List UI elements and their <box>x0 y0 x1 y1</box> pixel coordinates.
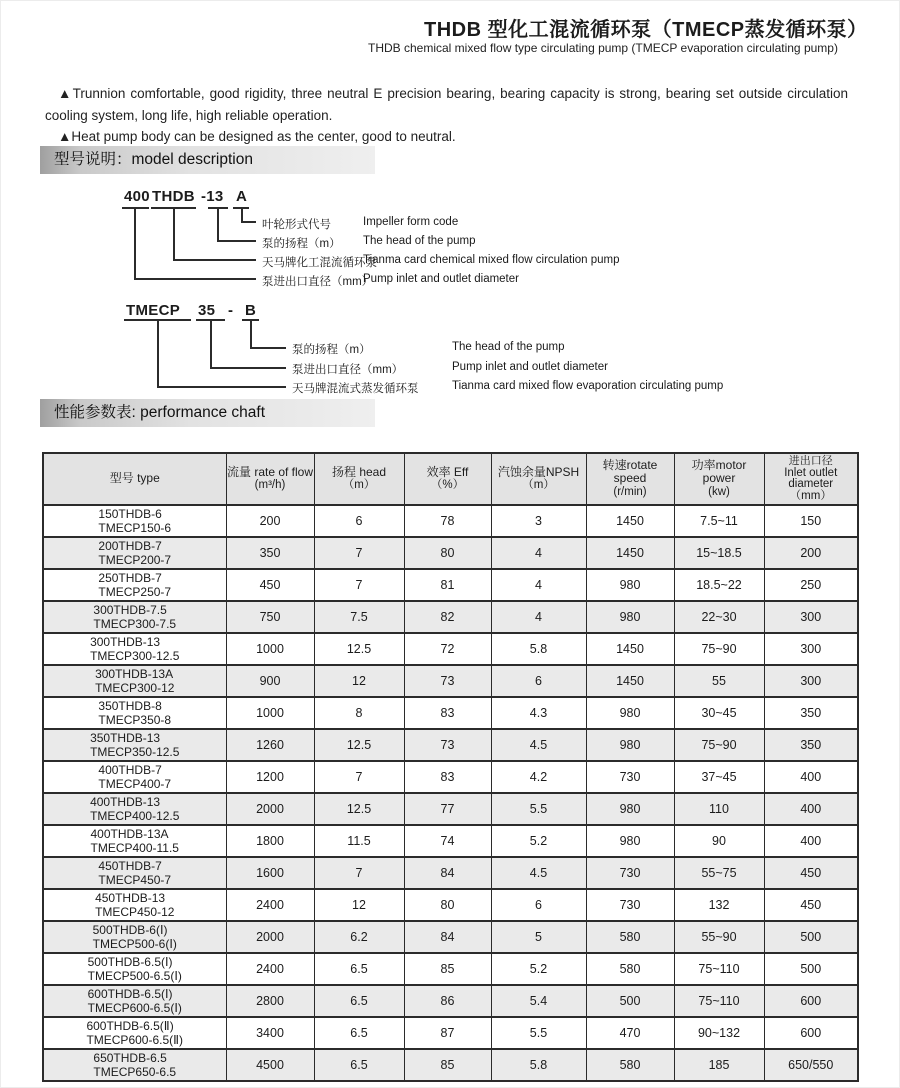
code-part: A <box>236 188 248 205</box>
performance-table <box>42 452 859 1082</box>
page-title: THDB 型化工混流循环泵（TMECP蒸发循环泵） <box>424 19 868 41</box>
cell-value: 75~90 <box>674 729 764 761</box>
column-header: 转速rotate speed (r/min) <box>586 453 674 505</box>
cell-value: 2400 <box>226 953 314 985</box>
cell-value: 4.5 <box>491 729 586 761</box>
code-label-cn: 叶轮形式代号 <box>262 219 331 231</box>
cell-value: 6.5 <box>314 1049 404 1081</box>
column-header: 汽蚀余量NPSH （m） <box>491 453 586 505</box>
code-label-cn: 天马牌化工混流循环泵 <box>262 257 377 269</box>
table-header-row <box>43 453 858 505</box>
cell-value: 400 <box>764 825 858 857</box>
cell-value: 11.5 <box>314 825 404 857</box>
cell-model-type: 600THDB-6.5(Ⅱ) TMECP600-6.5(Ⅱ) <box>43 1017 226 1049</box>
code-part: 35 <box>198 302 216 319</box>
code-part: TMECP <box>126 302 180 319</box>
cell-value: 15~18.5 <box>674 537 764 569</box>
cell-value: 1600 <box>226 857 314 889</box>
connector-line <box>134 207 136 280</box>
cell-value: 5.5 <box>491 1017 586 1049</box>
cell-value: 7 <box>314 857 404 889</box>
cell-value: 350 <box>226 537 314 569</box>
cell-value: 2800 <box>226 985 314 1017</box>
cell-value: 5.2 <box>491 953 586 985</box>
cell-value: 7 <box>314 761 404 793</box>
cell-value: 1000 <box>226 633 314 665</box>
cell-value: 1260 <box>226 729 314 761</box>
feature-bullets <box>45 83 848 148</box>
cell-value: 3400 <box>226 1017 314 1049</box>
cell-value: 6.5 <box>314 985 404 1017</box>
cell-value: 4.5 <box>491 857 586 889</box>
table-row <box>43 569 858 601</box>
cell-value: 470 <box>586 1017 674 1049</box>
cell-value: 580 <box>586 921 674 953</box>
code-label-cn: 泵的扬程（m） <box>262 238 341 250</box>
cell-value: 200 <box>764 537 858 569</box>
code-part: - <box>228 302 234 319</box>
connector-line <box>210 319 212 369</box>
table-row <box>43 921 858 953</box>
cell-value: 12.5 <box>314 633 404 665</box>
cell-value: 4 <box>491 537 586 569</box>
cell-value: 82 <box>404 601 491 633</box>
connector-line <box>173 207 175 261</box>
cell-value: 730 <box>586 857 674 889</box>
cell-value: 980 <box>586 793 674 825</box>
table-row <box>43 1017 858 1049</box>
cell-value: 110 <box>674 793 764 825</box>
cell-value: 500 <box>764 921 858 953</box>
connector-line <box>134 278 256 280</box>
connector-line <box>241 221 256 223</box>
code-part: B <box>245 302 257 319</box>
cell-value: 6.2 <box>314 921 404 953</box>
column-header: 型号 type <box>43 453 226 505</box>
table-row <box>43 793 858 825</box>
cell-value: 73 <box>404 729 491 761</box>
cell-value: 85 <box>404 1049 491 1081</box>
table-row <box>43 601 858 633</box>
code-label-cn: 泵进出口直径（mm） <box>292 364 404 376</box>
cell-value: 2400 <box>226 889 314 921</box>
connector-line <box>217 207 219 242</box>
table-row <box>43 985 858 1017</box>
table-row <box>43 729 858 761</box>
cell-value: 73 <box>404 665 491 697</box>
connector-line <box>210 367 286 369</box>
cell-value: 4.2 <box>491 761 586 793</box>
cell-value: 7.5 <box>314 601 404 633</box>
cell-value: 8 <box>314 697 404 729</box>
cell-value: 55~75 <box>674 857 764 889</box>
cell-value: 200 <box>226 505 314 537</box>
cell-value: 6.5 <box>314 953 404 985</box>
cell-value: 450 <box>764 889 858 921</box>
feature-bullet <box>45 83 848 126</box>
table-row <box>43 825 858 857</box>
code-label-en: The head of the pump <box>363 235 476 247</box>
column-header: 功率motor power (kw) <box>674 453 764 505</box>
cell-value: 7 <box>314 537 404 569</box>
cell-model-type: 150THDB-6 TMECP150-6 <box>43 505 226 537</box>
cell-value: 980 <box>586 601 674 633</box>
code-label-cn: 泵进出口直径（mm） <box>262 276 374 288</box>
cell-value: 980 <box>586 697 674 729</box>
cell-value: 12 <box>314 665 404 697</box>
cell-value: 3 <box>491 505 586 537</box>
table-row <box>43 697 858 729</box>
cell-value: 22~30 <box>674 601 764 633</box>
cell-value: 730 <box>586 761 674 793</box>
cell-value: 77 <box>404 793 491 825</box>
table-row <box>43 1049 858 1081</box>
cell-value: 1450 <box>586 633 674 665</box>
cell-model-type: 200THDB-7 TMECP200-7 <box>43 537 226 569</box>
cell-value: 300 <box>764 633 858 665</box>
code-label-en: The head of the pump <box>452 341 565 353</box>
cell-value: 650/550 <box>764 1049 858 1081</box>
column-header: 效率 Eff （%） <box>404 453 491 505</box>
column-header: 流量 rate of flow (m³/h) <box>226 453 314 505</box>
cell-value: 30~45 <box>674 697 764 729</box>
connector-line <box>173 259 256 261</box>
table-row <box>43 633 858 665</box>
feature-bullet-text: Trunnion comfortable, good rigidity, three neutral E precision bearing, bearing capacity is strong, bearing set outside circulation cooling system, long life, high reliable operation. <box>45 86 848 123</box>
feature-bullet-text: Heat pump body can be designed as the center, good to neutral. <box>71 129 456 144</box>
cell-value: 74 <box>404 825 491 857</box>
code-label-en: Impeller form code <box>363 216 459 228</box>
cell-value: 2000 <box>226 793 314 825</box>
cell-value: 81 <box>404 569 491 601</box>
cell-value: 75~90 <box>674 633 764 665</box>
cell-value: 1000 <box>226 697 314 729</box>
table-row <box>43 665 858 697</box>
section-header-performance <box>40 399 375 427</box>
cell-value: 75~110 <box>674 985 764 1017</box>
column-header: 进出口径 Inlet outlet diameter （mm） <box>764 453 858 505</box>
cell-model-type: 400THDB-7 TMECP400-7 <box>43 761 226 793</box>
cell-value: 18.5~22 <box>674 569 764 601</box>
cell-model-type: 600THDB-6.5(Ⅰ) TMECP600-6.5(Ⅰ) <box>43 985 226 1017</box>
cell-value: 1200 <box>226 761 314 793</box>
cell-value: 132 <box>674 889 764 921</box>
table-row <box>43 889 858 921</box>
cell-value: 85 <box>404 953 491 985</box>
connector-line <box>250 347 286 349</box>
cell-value: 7.5~11 <box>674 505 764 537</box>
cell-value: 980 <box>586 569 674 601</box>
cell-value: 350 <box>764 697 858 729</box>
cell-value: 55 <box>674 665 764 697</box>
cell-value: 5.8 <box>491 633 586 665</box>
cell-value: 150 <box>764 505 858 537</box>
cell-value: 84 <box>404 921 491 953</box>
cell-model-type: 650THDB-6.5 TMECP650-6.5 <box>43 1049 226 1081</box>
code-label-en: Tianma card mixed flow evaporation circulating pump <box>452 380 724 392</box>
cell-value: 83 <box>404 697 491 729</box>
cell-value: 730 <box>586 889 674 921</box>
cell-model-type: 300THDB-13 TMECP300-12.5 <box>43 633 226 665</box>
cell-value: 450 <box>764 857 858 889</box>
column-header: 扬程 head （m） <box>314 453 404 505</box>
cell-value: 75~110 <box>674 953 764 985</box>
table-row <box>43 537 858 569</box>
cell-value: 84 <box>404 857 491 889</box>
cell-value: 4 <box>491 569 586 601</box>
cell-value: 500 <box>586 985 674 1017</box>
connector-line <box>250 319 252 349</box>
cell-model-type: 450THDB-7 TMECP450-7 <box>43 857 226 889</box>
cell-value: 250 <box>764 569 858 601</box>
cell-value: 5.4 <box>491 985 586 1017</box>
cell-value: 600 <box>764 1017 858 1049</box>
cell-value: 6 <box>491 665 586 697</box>
code-part: THDB <box>152 188 195 205</box>
cell-value: 72 <box>404 633 491 665</box>
triangle-bullet-icon: ▲ <box>58 86 73 101</box>
cell-model-type: 350THDB-13 TMECP350-12.5 <box>43 729 226 761</box>
cell-value: 5 <box>491 921 586 953</box>
cell-value: 5.5 <box>491 793 586 825</box>
cell-value: 5.2 <box>491 825 586 857</box>
cell-value: 185 <box>674 1049 764 1081</box>
code-label-en: Pump inlet and outlet diameter <box>452 361 608 373</box>
section-header-label: 型号说明：model description <box>54 151 253 168</box>
cell-model-type: 400THDB-13 TMECP400-12.5 <box>43 793 226 825</box>
cell-value: 900 <box>226 665 314 697</box>
cell-model-type: 500THDB-6(Ⅰ) TMECP500-6(Ⅰ) <box>43 921 226 953</box>
connector-line <box>217 240 256 242</box>
cell-value: 580 <box>586 953 674 985</box>
cell-value: 12.5 <box>314 729 404 761</box>
code-part: 400 <box>124 188 150 205</box>
cell-value: 7 <box>314 569 404 601</box>
cell-value: 6 <box>314 505 404 537</box>
cell-value: 500 <box>764 953 858 985</box>
cell-value: 80 <box>404 889 491 921</box>
cell-value: 78 <box>404 505 491 537</box>
feature-bullet <box>45 126 848 148</box>
cell-value: 90 <box>674 825 764 857</box>
cell-value: 980 <box>586 729 674 761</box>
code-label-cn: 天马牌混流式蒸发循环泵 <box>292 383 419 395</box>
table-row <box>43 953 858 985</box>
cell-value: 12.5 <box>314 793 404 825</box>
cell-model-type: 300THDB-13A TMECP300-12 <box>43 665 226 697</box>
code-part: -13 <box>201 188 224 205</box>
cell-value: 450 <box>226 569 314 601</box>
code-label-en: Tianma card chemical mixed flow circulation pump <box>363 254 620 266</box>
cell-model-type: 500THDB-6.5(Ⅰ) TMECP500-6.5(Ⅰ) <box>43 953 226 985</box>
cell-value: 87 <box>404 1017 491 1049</box>
cell-value: 400 <box>764 793 858 825</box>
cell-value: 1450 <box>586 665 674 697</box>
cell-value: 1450 <box>586 505 674 537</box>
cell-model-type: 350THDB-8 TMECP350-8 <box>43 697 226 729</box>
page-subtitle: THDB chemical mixed flow type circulating pump (TMECP evaporation circulating pump) <box>368 41 838 55</box>
cell-value: 400 <box>764 761 858 793</box>
cell-value: 6 <box>491 889 586 921</box>
cell-value: 4.3 <box>491 697 586 729</box>
cell-value: 37~45 <box>674 761 764 793</box>
cell-value: 80 <box>404 537 491 569</box>
cell-value: 83 <box>404 761 491 793</box>
table-row <box>43 505 858 537</box>
code-label-en: Pump inlet and outlet diameter <box>363 273 519 285</box>
cell-value: 12 <box>314 889 404 921</box>
cell-value: 300 <box>764 601 858 633</box>
cell-model-type: 450THDB-13 TMECP450-12 <box>43 889 226 921</box>
cell-value: 2000 <box>226 921 314 953</box>
cell-value: 980 <box>586 825 674 857</box>
cell-value: 6.5 <box>314 1017 404 1049</box>
cell-value: 4500 <box>226 1049 314 1081</box>
connector-line <box>157 386 286 388</box>
cell-value: 5.8 <box>491 1049 586 1081</box>
cell-value: 55~90 <box>674 921 764 953</box>
cell-value: 86 <box>404 985 491 1017</box>
triangle-bullet-icon: ▲ <box>58 129 72 144</box>
connector-line <box>157 319 159 388</box>
cell-value: 580 <box>586 1049 674 1081</box>
table-row <box>43 761 858 793</box>
table-row <box>43 857 858 889</box>
cell-value: 750 <box>226 601 314 633</box>
code-label-cn: 泵的扬程（m） <box>292 344 371 356</box>
cell-value: 4 <box>491 601 586 633</box>
cell-model-type: 300THDB-7.5 TMECP300-7.5 <box>43 601 226 633</box>
cell-model-type: 250THDB-7 TMECP250-7 <box>43 569 226 601</box>
cell-value: 90~132 <box>674 1017 764 1049</box>
section-header-model-description <box>40 146 375 174</box>
section-header-label: 性能参数表: performance chaft <box>54 404 266 421</box>
cell-value: 300 <box>764 665 858 697</box>
cell-value: 1800 <box>226 825 314 857</box>
cell-model-type: 400THDB-13A TMECP400-11.5 <box>43 825 226 857</box>
cell-value: 350 <box>764 729 858 761</box>
cell-value: 1450 <box>586 537 674 569</box>
cell-value: 600 <box>764 985 858 1017</box>
